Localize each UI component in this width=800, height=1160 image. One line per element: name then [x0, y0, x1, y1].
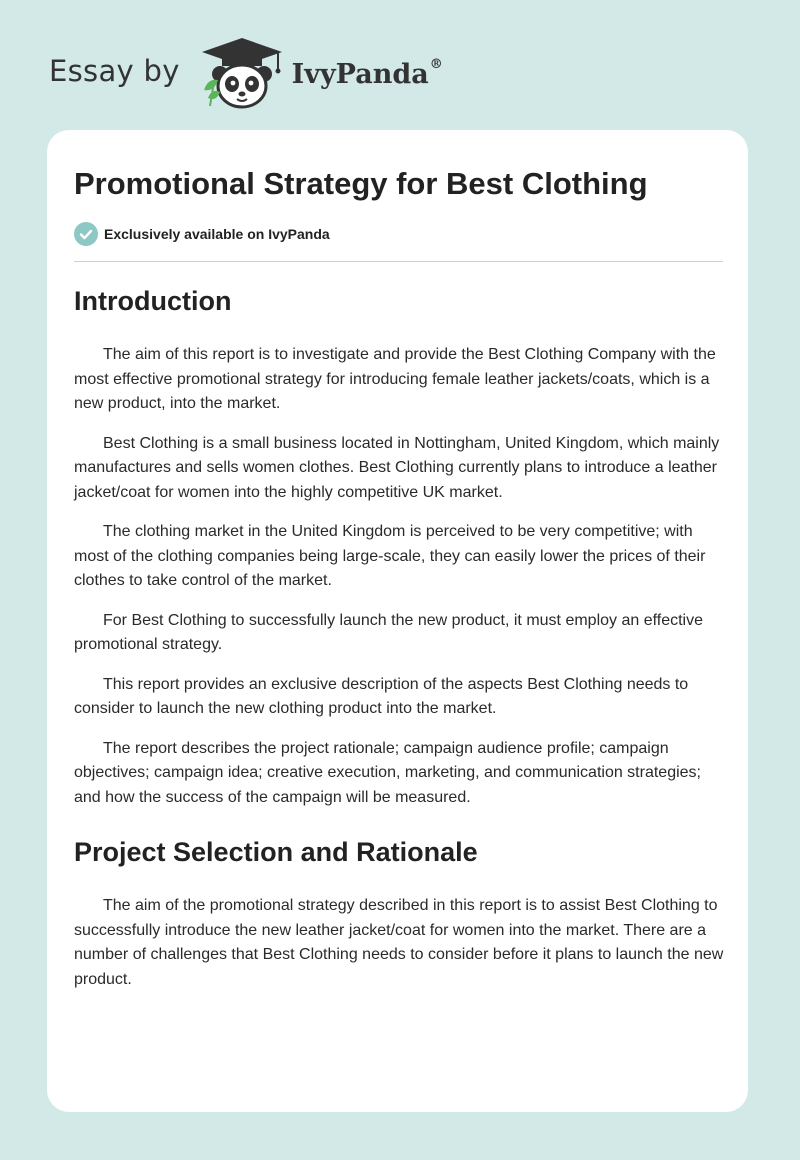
paragraph: The clothing market in the United Kingdom is perceived to be very competitive; with most of the clothing companies being large-scale, they can easily lower the prices of their clothes to take control of the market.	[74, 523, 706, 589]
paragraph: The aim of this report is to investigate and provide the Best Clothing Company with the most effective promotional strategy for introducing female leather jackets/coats, which is a new product, into the market.	[74, 346, 716, 412]
essay-by-label: Essay by	[49, 54, 180, 88]
paragraph: The aim of the promotional strategy described in this report is to assist Best Clothing to successfully introduce the new leather jacket/coat for women into the market. There are a number of challenges that Best Clothing needs to consider before it plans to launch the new product.	[74, 897, 724, 988]
paragraph: Best Clothing is a small business located in Nottingham, United Kingdom, which mainly manufactures and sells women clothes. Best Clothing currently plans to introduce a leather jacket/coat for women into the highly competitive UK market.	[74, 434, 720, 501]
essay-card	[47, 130, 748, 1112]
brand-text: IvyPanda	[291, 58, 429, 90]
paragraph: This report provides an exclusive description of the aspects Best Clothing needs to consider to launch the new clothing product into the market.	[74, 675, 689, 717]
exclusive-badge	[74, 222, 330, 246]
paragraph: For Best Clothing to successfully launch the new product, it must employ an effective promotional strategy.	[74, 611, 703, 653]
registered-mark: ®	[429, 56, 443, 72]
section-heading-project-selection: Project Selection and Rationale	[74, 837, 478, 867]
paragraph: The report describes the project rationale; campaign audience profile; campaign objectives; campaign idea; creative execution, marketing, and communication strategies; and how the success of the campaign will be measured.	[74, 739, 701, 806]
panda-graduate-icon[interactable]	[198, 36, 286, 110]
section-heading-introduction: Introduction	[74, 286, 232, 316]
check-circle-icon	[74, 222, 98, 246]
brand-name[interactable]	[291, 56, 443, 90]
title-divider	[74, 261, 723, 262]
site-header	[49, 36, 443, 110]
exclusive-badge-text: Exclusively available on IvyPanda	[104, 226, 330, 242]
essay-body	[74, 281, 724, 1007]
page-title: Promotional Strategy for Best Clothing	[74, 166, 648, 201]
